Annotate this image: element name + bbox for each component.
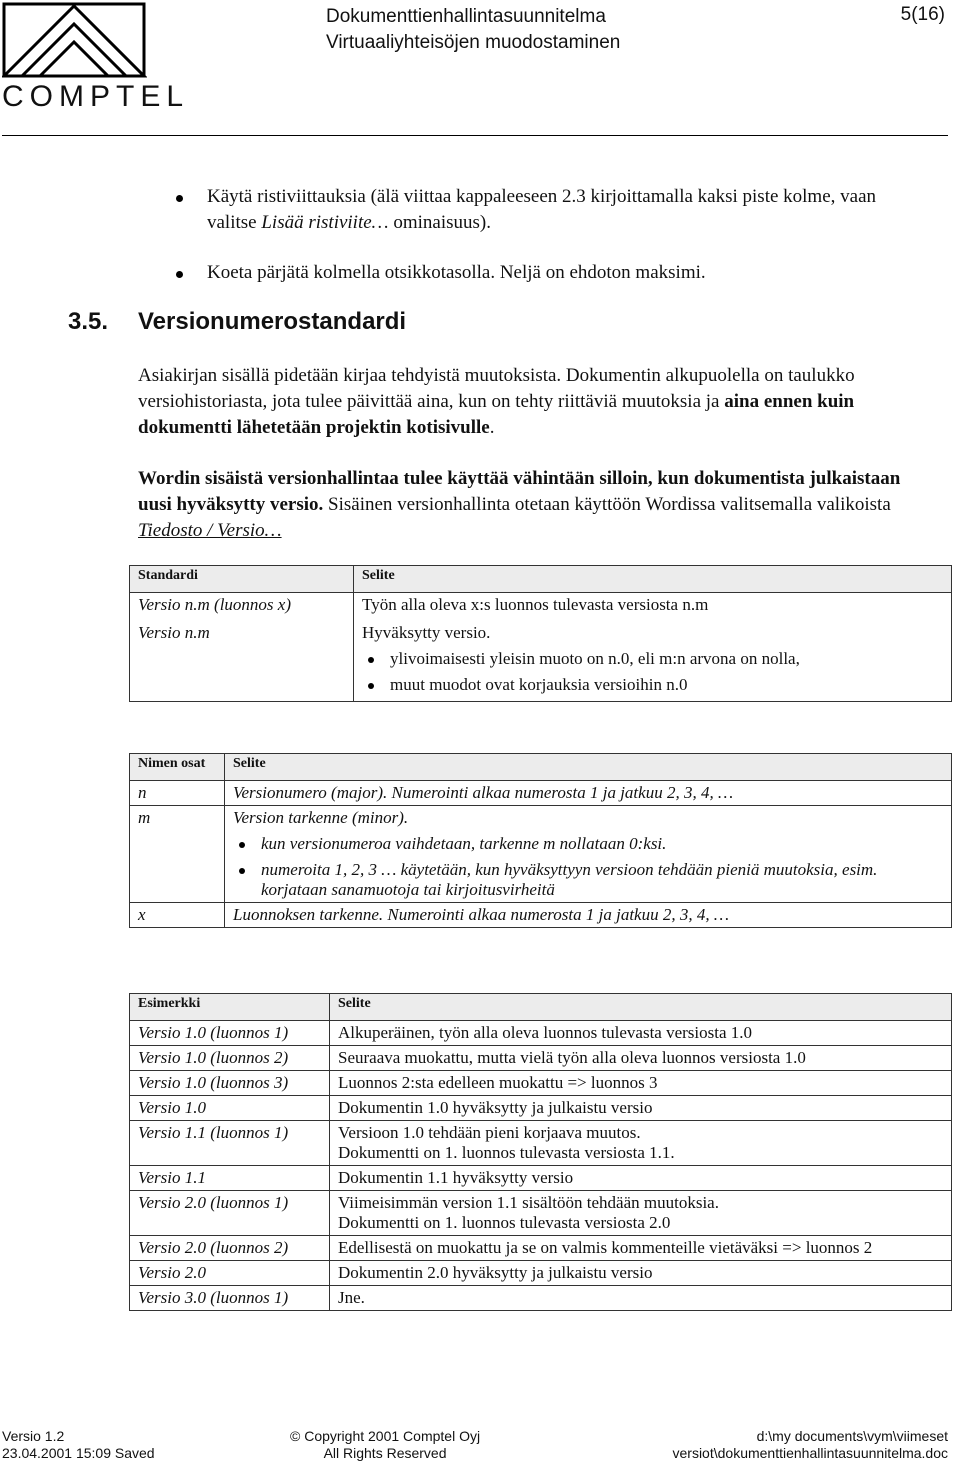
table-row: m Version tarkenne (minor). kun versionumeroa vaihdetaan, tarkenne m nollataan 0:ksi. numeroita 1, 2, 3 … käytetään, kun hyväksyttyyn versioon tehdään pieniä muutoksia, esim. korjataan sanamuotoja tai kirjoitusvirheitä [130,806,952,903]
title-line-1: Dokumenttienhallintasuunnitelma [326,6,606,27]
list-item: numeroita 1, 2, 3 … käytetään, kun hyväksyttyyn versioon tehdään pieniä muutoksia, esim. korjataan sanamuotoja tai kirjoitusvirheitä [233,860,943,900]
bullet-item [176,260,926,286]
table-row: Versio 1.1 Dokumentin 1.1 hyväksytty versio [130,1166,952,1191]
paragraph-word-versioning: Wordin sisäistä versionhallintaa tulee käyttää vähintään silloin, kun dokumentista julkaistaan uusi hyväksytty versio. Sisäinen versionhallinta otetaan käyttöön Wordissa valitsemalla valikoista Tiedosto / Versio… [138,468,901,541]
paragraph-version-history: Asiakirjan sisällä pidetään kirjaa tehdyistä muutoksista. Dokumentin alkupuolella on taulukko versiohistoriasta, jota tulee päivittää aina, kun on tehty riittäviä muutoksia ja aina ennen kuin dokumentti lähetetään projektin kotisivulle. [138,365,855,438]
bullet-item [176,184,926,236]
document-title [326,4,620,56]
table-row: x Luonnoksen tarkenne. Numerointi alkaa numerosta 1 ja jatkuu 2, 3, 4, … [130,903,952,928]
table-row: Versio 1.0 Dokumentin 1.0 hyväksytty ja julkaistu versio [130,1096,952,1121]
table-row: Versio 1.0 (luonnos 1) Alkuperäinen, työn alla oleva luonnos tulevasta versiosta 1.0 [130,1021,952,1046]
table-header: Selite [354,566,952,593]
footer-path: d:\my documents\vym\viimeset versiot\dokumenttienhallintasuunnitelma.doc [672,1428,948,1461]
table-header: Esimerkki [130,994,330,1021]
section-number: 3.5. [68,308,109,335]
table-header: Selite [225,754,952,781]
title-line-2: Virtuaaliyhteisöjen muodostaminen [326,32,621,53]
table-row: Versio 1.0 (luonnos 3) Luonnos 2:sta edelleen muokattu => luonnos 3 [130,1071,952,1096]
section-heading [68,308,406,336]
table-row: Versio 2.0 Dokumentin 2.0 hyväksytty ja julkaistu versio [130,1261,952,1286]
footer-copyright: © Copyright 2001 Comptel Oyj All Rights Reserved [290,1428,481,1461]
table-row: Versio 1.1 (luonnos 1) Versioon 1.0 tehdään pieni korjaava muutos. Dokumentti on 1. luonnos tulevasta versiosta 1.1. [130,1121,952,1166]
bullet-text: Koeta pärjätä kolmella otsikkotasolla. Neljä on ehdoton maksimi. [207,262,706,283]
table-row: Versio 2.0 (luonnos 1) Viimeisimmän version 1.1 sisältöön tehdään muutoksia. Dokumentti on 1. luonnos tulevasta versiosta 2.0 [130,1191,952,1236]
bullet-dot-icon [176,195,183,202]
table-row: n Versionumero (major). Numerointi alkaa numerosta 1 ja jatkuu 2, 3, 4, … [130,781,952,806]
standard-table [129,565,952,702]
list-item: ylivoimaisesti yleisin muoto on n.0, eli m:n arvona on nolla, [362,649,943,669]
section-title: Versionumerostandardi [138,308,407,335]
menu-path: Tiedosto / Versio… [138,520,282,541]
logo-text: COMPTEL [2,80,190,113]
table-header: Standardi [130,566,354,593]
examples-table [129,993,952,1311]
table-header: Selite [330,994,952,1021]
bullet-text: Käytä ristiviittauksia (älä viittaa kappaleeseen 2.3 kirjoittamalla kaksi piste kolme, vaan valitse Lisää ristiviite… ominaisuus). [207,186,877,233]
table-row: Versio 2.0 (luonnos 2) Edellisestä on muokattu ja se on valmis kommenteille vietäväksi => luonnos 2 [130,1236,952,1261]
footer-version: Versio 1.2 23.04.2001 15:09 Saved [2,1428,155,1461]
page-number: 5(16) [900,4,945,25]
name-parts-table [129,753,952,928]
list-item: muut muodot ovat korjauksia versioihin n.0 [362,675,943,695]
list-item: kun versionumeroa vaihdetaan, tarkenne m nollataan 0:ksi. [233,834,943,854]
table-row: Versio n.m Hyväksytty versio. ylivoimaisesti yleisin muoto on n.0, eli m:n arvona on nolla, muut muodot ovat korjauksia versioihin n.0 [130,621,952,702]
bullet-dot-icon [176,271,183,278]
header-divider [2,135,948,136]
table-row: Versio 3.0 (luonnos 1) Jne. [130,1286,952,1311]
table-header: Nimen osat [130,754,225,781]
table-row: Versio 1.0 (luonnos 2) Seuraava muokattu, mutta vielä työn alla oleva luonnos versiosta 1.0 [130,1046,952,1071]
table-row: Versio n.m (luonnos x) Työn alla oleva x:s luonnos tulevasta versiosta n.m [130,593,952,622]
